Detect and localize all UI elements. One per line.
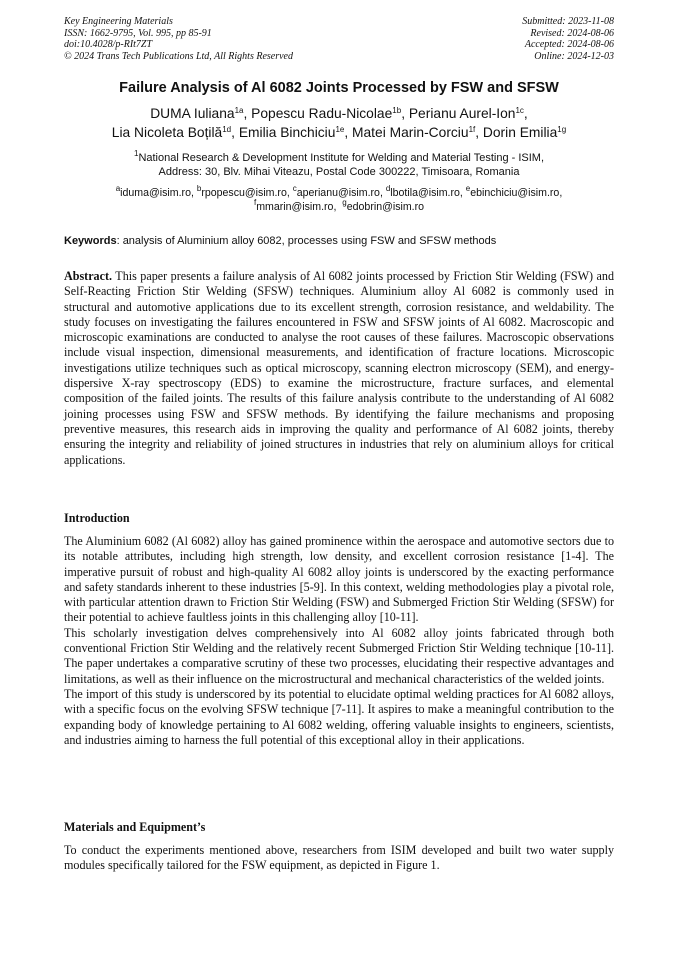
online-date: Online: 2024-12-03 — [534, 50, 614, 62]
journal-copyright: © 2024 Trans Tech Publications Ltd, All Rights Reserved — [64, 50, 293, 62]
author-emails: $^a$iduma@isim.ro, $^b$rpopescu@isim.ro, $^c$aperianu@isim.ro, $^d$lbotila@isim.ro, $^e$ebinchiciu@isim.ro, $^f$mmarin@isim.ro, $^g$edobrin@isim.ro — [115, 184, 563, 213]
email: $^d$lbotila@isim.ro — [385, 184, 460, 199]
email: $^b$rpopescu@isim.ro — [196, 184, 287, 199]
affiliation: $^1$National Research & Development Institute for Welding and Material Testing - ISIM, Address: 30, Blv. Mihai Viteazu, Postal Code 300222, Timisoara, Romania — [133, 149, 545, 178]
abstract-text: This paper presents a failure analysis of Al 6082 joints processed by Friction Stir Welding (FSW) and Self-Reacting Friction Stir Welding (SFSW) techniques. Aluminium alloy Al 6082 is commonly used in structural and automotive applications due to its excellent strength, corrosion resistance, and weldability. The study focuses on investigating the failures encountered in FSW and SFSW joints of Al 6082. Macroscopic and microscopic examinations are conducted to analyse the root causes of these failures. Macroscopic observations include visual inspection, dimensional measurements, and identification of fracture locations. Microscopic investigations utilize techniques such as optical microscopy, scanning electron microscopy (SEM), and energy-dispersive X-ray spectroscopy (EDS) to examine the microstructure, fracture surfaces, and elemental composition of the failed joints. The results of this failure analysis contribute to the understanding of Al 6082 joining processes using FSW and SFSW methods. By identifying the failure mechanisms and proposing preventive measures, this research aids in improving the quality and performance of Al 6082 joints, thereby ensuring the integrity and reliability of joined structures in industries that rely on aluminium alloys for critical applications. — [64, 269, 614, 467]
paper-title: Failure Analysis of Al 6082 Joints Processed by FSW and SFSW — [119, 80, 559, 96]
email: $^c$aperianu@isim.ro — [292, 184, 380, 199]
journal-issn: ISSN: 1662-9795, Vol. 995, pp 85-91 — [64, 27, 212, 39]
author: Perianu Aurel-Ion$^{1c}$, — [408, 106, 528, 121]
section-heading-introduction: Introduction — [64, 511, 130, 525]
author: Dorin Emilia$^{1g}$ — [482, 125, 567, 140]
paragraph: To conduct the experiments mentioned above, researchers from ISIM developed and built two water supply modules specifically tailored for the FSW equipment, as depicted in Figure 1. — [64, 843, 614, 873]
submitted-date: Submitted: 2023-11-08 — [522, 16, 614, 27]
journal-name: Key Engineering Materials — [64, 16, 173, 27]
email: $^e$ebinchiciu@isim.ro — [465, 184, 560, 199]
author-list — [20, 104, 658, 142]
keywords-text: : analysis of Aluminium alloy 6082, processes using FSW and SFSW methods — [116, 235, 497, 247]
journal-header — [64, 16, 614, 66]
publication-dates — [522, 16, 614, 62]
keywords-label: Keywords — [64, 235, 117, 247]
introduction-section — [64, 534, 614, 748]
abstract-label: Abstract. — [64, 269, 113, 283]
email: $^g$edobrin@isim.ro — [342, 198, 425, 213]
paragraph: This scholarly investigation delves comprehensively into Al 6082 alloy joints fabricated through both conventional Friction Stir Welding and the relatively recent Submerged Friction Stir Welding technique [10-11]. The paper undertakes a comparative scrutiny of these two processes, elucidating their respective advantages and limitations, as well as their influence on the microstructural and mechanical characteristics of the welded joints. — [64, 625, 614, 686]
author: Popescu Radu-Nicolae$^{1b}$, — [251, 106, 409, 121]
materials-section — [64, 843, 614, 874]
author: Lia Nicoleta Boțilă$^{1d}$, — [111, 125, 239, 140]
email: $^a$iduma@isim.ro — [115, 184, 191, 199]
accepted-date: Accepted: 2024-08-06 — [524, 39, 614, 50]
email: $^f$mmarin@isim.ro — [253, 198, 334, 213]
journal-info — [64, 16, 293, 62]
paragraph: The import of this study is underscored by its potential to elucidate optimal welding practices for Al 6082 alloys, with a specific focus on the evolving SFSW technique [7-11]. It aspires to make a meaningful contribution to the expanding body of knowledge pertaining to Al 6082 welding, offering valuable insights to engineers, scientists, and industries aiming to harness the full potential of this exceptional alloy in their applications. — [64, 686, 614, 747]
author: Matei Marin-Corciu$^{1f}$, — [352, 125, 483, 140]
author: Emilia Binchiciu$^{1e}$, — [238, 125, 353, 140]
abstract — [64, 269, 614, 468]
section-heading-materials: Materials and Equipment’s — [64, 820, 206, 834]
author: DUMA Iuliana$^{1a}$, — [150, 106, 252, 121]
journal-doi: doi:10.4028/p-RIt7ZT — [64, 39, 153, 50]
keywords — [64, 234, 624, 248]
revised-date: Revised: 2024-08-06 — [530, 27, 614, 39]
paragraph: The Aluminium 6082 (Al 6082) alloy has gained prominence within the aerospace and automotive sectors due to its notable attributes, including high strength, low density, and excellent corrosion resistance [1-4]. The imperative pursuit of robust and high-quality Al 6082 alloy joints is underscored by the exacting performance and safety standards inherent to these industries [5-9]. In this context, welding methodologies play a pivotal role, with particular attention drawn to Friction Stir Welding (FSW) and Submerged Friction Stir Welding (SFSW) for their potential to achieve faultless joints in this challenging alloy [10-11]. — [64, 534, 614, 625]
